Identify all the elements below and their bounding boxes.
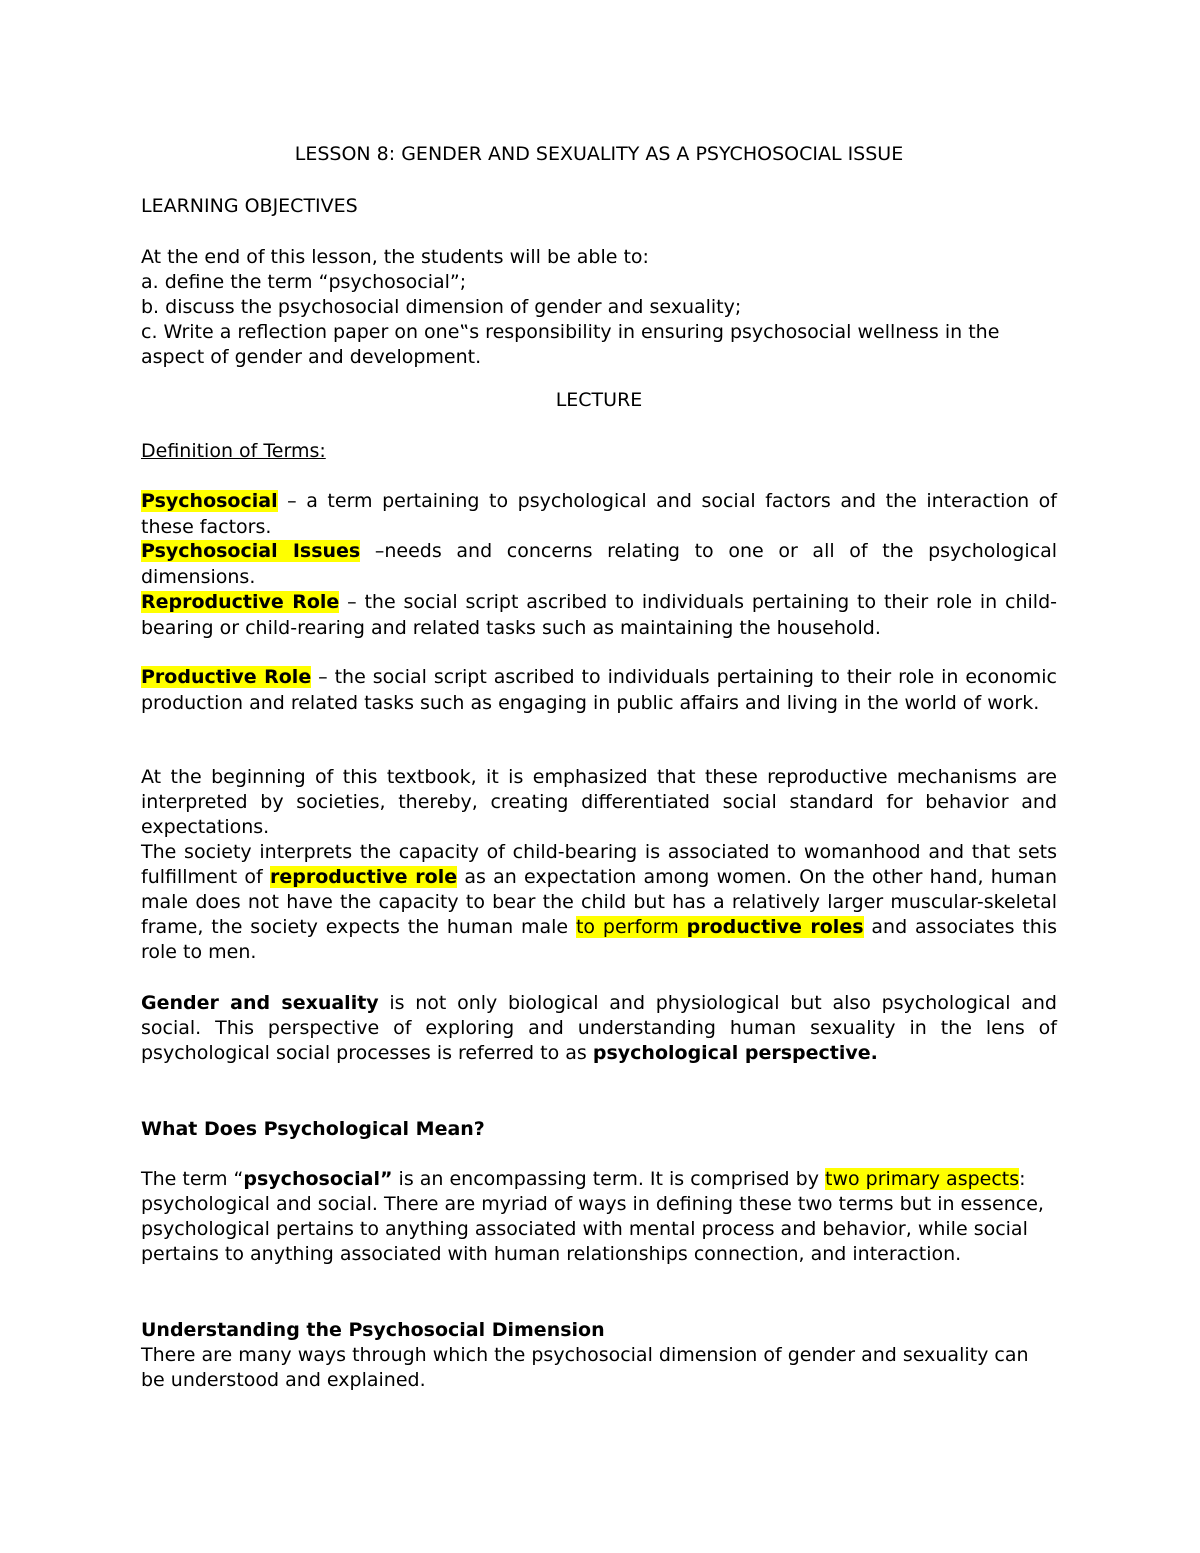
paragraph-gender-sexuality: Gender and sexuality is not only biological and physiological but also psychological and social. This perspective of exploring and understanding human sexuality in the lens of psychological social processes is referred to as psychological perspective.	[141, 992, 1057, 1064]
definition-item: Psychosocial Issues –needs and concerns relating to one or all of the psychological dimensions.	[141, 540, 1057, 588]
objective-item: b. discuss the psychosocial dimension of gender and sexuality;	[141, 296, 742, 318]
lecture-heading: LECTURE	[555, 389, 643, 411]
paragraph-psychosocial-definition: The term “psychosocial” is an encompassing term. It is comprised by two primary aspects: psychological and social. There are myriad of ways in defining these two terms but in essence, psychological pertains to anything associated with mental process and behavior, while social pertains to anything associated with human relationships connection, and interaction.	[141, 1168, 1044, 1265]
definition-item: Reproductive Role – the social script ascribed to individuals pertaining to their role in child-bearing or child-rearing and related tasks such as maintaining the household.	[141, 591, 1057, 639]
paragraph-society-roles: The society interprets the capacity of child-bearing is associated to womanhood and that sets fulfillment of reproductive role as an expectation among women. On the other hand, human male does not have the capacity to bear the child but has a relatively larger muscular-skeletal frame, the society expects the human male to perform productive roles and associates this role to men.	[141, 841, 1057, 963]
lesson-title: LESSON 8: GENDER AND SEXUALITY AS A PSYCHOSOCIAL ISSUE	[294, 143, 904, 165]
objectives-heading: LEARNING OBJECTIVES	[141, 195, 358, 217]
objectives-intro: At the end of this lesson, the students will be able to:	[141, 246, 649, 268]
definition-term: Productive Role	[141, 666, 312, 688]
definitions-heading: Definition of Terms:	[141, 440, 326, 462]
section-heading: What Does Psychological Mean?	[141, 1118, 485, 1140]
objective-item: a. define the term “psychosocial”;	[141, 271, 467, 293]
paragraph-psychosocial-dimension: There are many ways through which the psychosocial dimension of gender and sexuality can be understood and explained.	[141, 1344, 1029, 1391]
section-heading: Understanding the Psychosocial Dimension	[141, 1319, 605, 1341]
definition-item: Psychosocial – a term pertaining to psychological and social factors and the interaction of these factors.	[141, 490, 1057, 538]
objective-item: c. Write a reflection paper on one‟s responsibility in ensuring psychosocial wellness in the aspect of gender and development.	[141, 321, 1000, 368]
definition-item: Productive Role – the social script ascribed to individuals pertaining to their role in economic production and related tasks such as engaging in public affairs and living in the world of work.	[141, 666, 1057, 714]
definition-term: Reproductive Role	[141, 591, 340, 613]
definition-term: Psychosocial	[141, 490, 278, 512]
paragraph-reproductive-mechanisms: At the beginning of this textbook, it is emphasized that these reproductive mechanisms are interpreted by societies, thereby, creating differentiated social standard for behavior and expectations.	[141, 766, 1057, 838]
definition-term: Psychosocial Issues	[141, 540, 361, 562]
